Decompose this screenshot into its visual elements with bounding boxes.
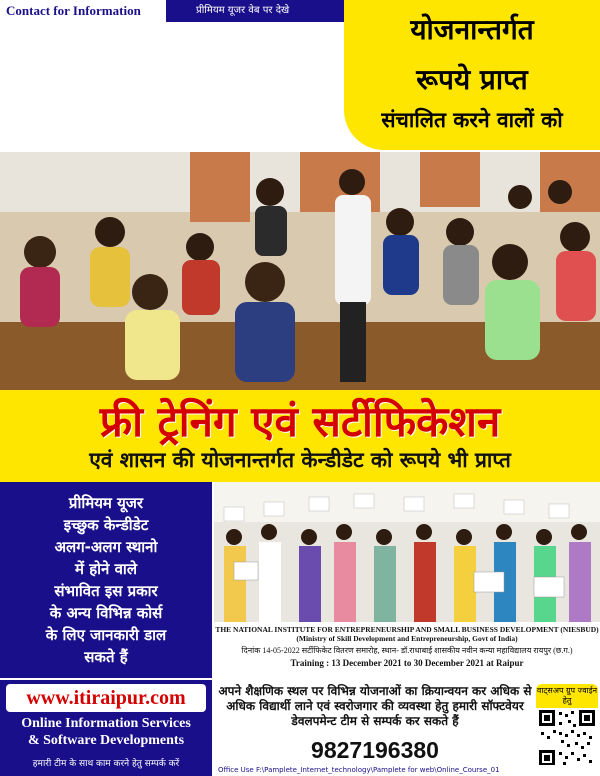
- office-use-path: Office Use F:\Pamplete_Internet_technology\Pamplete for web\Online_Course_01: [216, 765, 600, 776]
- info-line: संभावित इस प्रकार: [54, 582, 158, 600]
- website-link[interactable]: www.itiraipur.com: [6, 684, 206, 712]
- niesbud-training: Training : 13 December 2021 to 30 December 2021 at Raipur: [290, 658, 524, 668]
- niesbud-ministry: (Ministry of Skill Development and Entrepreneurship, Govt of India): [296, 634, 518, 643]
- contact-message: अपने शैक्षणिक स्थल पर विभिन्न योजनाओं का क्रियान्वयन कर अधिक से अधिक विद्यार्थी लाने एवं स्वरोजगार की व्यवस्था हेतु हमारी सॉफ्टवेयर डेवलपमेन्ट टीम से सम्पर्क कर सकते हैं: [218, 684, 532, 728]
- headline-strip: [0, 390, 600, 482]
- qr-code-icon[interactable]: [537, 708, 597, 768]
- scheme-badge: [344, 0, 600, 150]
- info-line: सकते हैं: [84, 648, 128, 666]
- badge-line-3: संचालित करने वालों को: [381, 108, 563, 132]
- company-name-2: & Software Developments: [27, 733, 185, 748]
- certificate-group-photo: [214, 482, 600, 622]
- classroom-photo: [0, 152, 600, 390]
- info-line: अलग-अलग स्थानो: [54, 538, 158, 556]
- badge-line-2: रूपये प्राप्त: [416, 63, 528, 96]
- niesbud-caption: [214, 622, 600, 680]
- phone-number[interactable]: 9827196380: [311, 737, 439, 763]
- info-line: के लिए जानकारी डाल: [45, 626, 167, 644]
- niesbud-title: THE NATIONAL INSTITUTE FOR ENTREPRENEURSHIP AND SMALL BUSINESS DEVELOPMENT (NIESBUD): [215, 625, 599, 634]
- info-line: इच्छुक केन्डीडेट: [63, 516, 149, 534]
- classroom-photo-illustration: [0, 152, 600, 390]
- premium-info-panel: [0, 482, 212, 678]
- company-name-1: Online Information Services: [21, 716, 191, 731]
- company-box: [0, 680, 212, 776]
- contact-label: Contact for Information: [0, 0, 168, 22]
- info-line: के अन्य विभिन्न कोर्स: [49, 604, 163, 622]
- premium-web-label: प्रीमियम यूजर वेब पर देखे: [196, 5, 290, 16]
- info-line: प्रीमियम यूजर: [68, 494, 144, 512]
- headline-subtitle: एवं शासन की योजनान्तर्गत केन्डीडेट को रूपये भी प्राप्त: [89, 448, 511, 472]
- team-contact-note: हमारी टीम के साथ काम करने हेतु सम्पर्क करें: [32, 759, 180, 769]
- headline-title: फ्री ट्रेनिंग एवं सर्टीफिकेशन: [99, 397, 501, 446]
- info-line: में होने वाले: [75, 560, 137, 578]
- badge-line-1: योजनान्तर्गत: [410, 13, 534, 46]
- niesbud-event: दिनांक 14-05-2022 सर्टीफिकेट वितरण समारोह, स्थान- डॉ.राधाबाई शासकीय नवीन कन्या महाविद्यालय रायपुर (छ.ग.): [241, 646, 573, 655]
- whatsapp-label: वाट्सअप ग्रुप ज्वाईन हेतु: [536, 684, 598, 708]
- group-photo-illustration: [214, 482, 600, 622]
